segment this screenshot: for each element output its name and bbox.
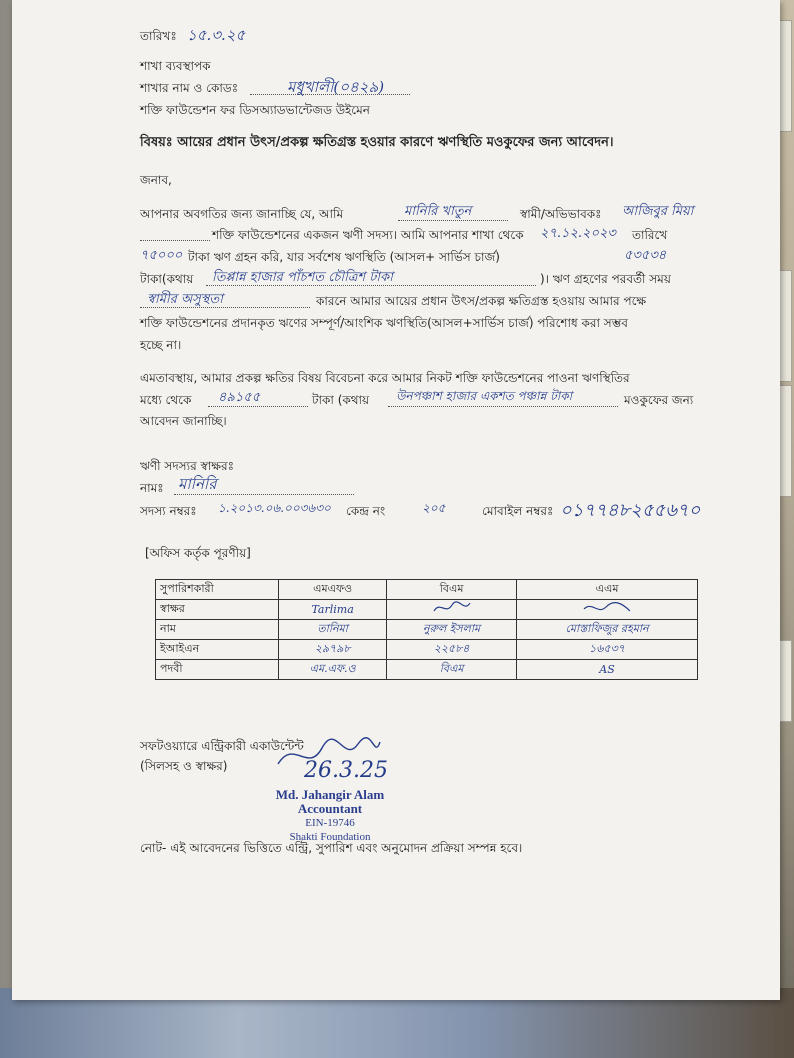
para1-line4a: টাকা(কথায় bbox=[140, 272, 194, 286]
recommendation-table bbox=[155, 579, 698, 680]
table-header-row bbox=[156, 580, 698, 600]
branch-value: মধুখালী(০৪২৯) bbox=[287, 78, 385, 96]
table-cell: Tarlima bbox=[279, 600, 387, 620]
member-no-value: ১.২০১৩.০৬.০০৩৬৩০ bbox=[218, 501, 331, 515]
table-cell: বিএম bbox=[387, 660, 517, 680]
table-cell: ২২৫৮৪ bbox=[387, 640, 517, 660]
member-sign-label: ঋণী সদস্যর স্বাক্ষরঃ bbox=[140, 459, 234, 473]
para2-line3: আবেদন জানাচ্ছি। bbox=[140, 414, 227, 428]
loan-amount-value: ৭৫০০০ bbox=[140, 248, 183, 263]
signature-mark bbox=[432, 601, 472, 615]
seal-label: (সিলসহ ও স্বাক্ষর) bbox=[140, 759, 228, 773]
para1-line1b: স্বামী/অভিভাবকঃ bbox=[520, 207, 602, 221]
table-row bbox=[156, 640, 698, 660]
para1-line5b: কারনে আমার আয়ের প্রধান উৎস/প্রকল্প ক্ষতিগ্রস্ত হওয়ায় আমার পক্ষে bbox=[316, 294, 647, 308]
para2-line2c: মওকুফের জন্য bbox=[624, 393, 694, 407]
balance-words-value: তিপ্পান্ন হাজার পাঁচশত চৌত্রিশ টাকা bbox=[212, 270, 393, 285]
signature-mark bbox=[582, 601, 632, 615]
loan-date-value: ২৭.১২.২০২৩ bbox=[540, 226, 616, 241]
para2-line2b: টাকা (কথায় bbox=[312, 393, 370, 407]
table-cell: ১৬৫৩৭ bbox=[517, 640, 698, 660]
para1-line1a: আপনার অবগতির জন্য জানাচ্ছি যে, আমি bbox=[140, 207, 344, 221]
table-cell: এম.এফ.ও bbox=[279, 660, 387, 680]
para1-line2a: শক্তি ফাউন্ডেশনের একজন ঋণী সদস্য। আমি আপনার শাখা থেকে bbox=[212, 228, 524, 242]
table-cell: AS bbox=[517, 660, 698, 680]
guardian-value: আজিবুর মিয়া bbox=[622, 204, 694, 219]
org-name: শক্তি ফাউন্ডেশন ফর ডিসঅ্যাডভান্টেজড উইমেন bbox=[140, 103, 370, 117]
accountant-stamp bbox=[255, 788, 405, 844]
para1-line4b: )। ঋণ গ্রহণের পরবর্তী সময় bbox=[540, 272, 671, 286]
row-label: নাম bbox=[156, 620, 279, 640]
office-fill-label: [অফিস কর্তৃক পূরণীয়] bbox=[145, 546, 251, 560]
stamp-ein: EIN-19746 bbox=[305, 817, 355, 829]
name-label: নামঃ bbox=[140, 481, 164, 495]
software-entry-label: সফটওয়্যারে এন্ট্রিকারী একাউন্টেন্ট bbox=[140, 739, 304, 753]
para2-line2a: মধ্যে থেকে bbox=[140, 393, 192, 407]
table-cell-signature bbox=[387, 600, 517, 620]
application-form bbox=[12, 0, 780, 1000]
table-cell: তানিমা bbox=[279, 620, 387, 640]
subject: বিষয়ঃ আয়ের প্রধান উৎস/প্রকল্প ক্ষতিগ্রস্ত হওয়ার কারণে ঋণস্থিতি মওকুফের জন্য আবেদন। bbox=[140, 135, 614, 150]
branch-manager: শাখা ব্যবস্থাপক bbox=[140, 59, 211, 73]
member-name-value: মানিরি খাতুন bbox=[404, 204, 472, 219]
stamp-name: Md. Jahangir Alam bbox=[275, 787, 385, 802]
table-row bbox=[156, 660, 698, 680]
table-header: বিএম bbox=[387, 580, 517, 600]
stamp-title: Accountant bbox=[297, 801, 363, 816]
table-row bbox=[156, 600, 698, 620]
reason-value: স্বামীর অসুস্থতা bbox=[147, 292, 223, 307]
table-cell-signature bbox=[517, 600, 698, 620]
table-cell: মোস্তাফিজুর রহমান bbox=[517, 620, 698, 640]
waive-words-value: উনপঞ্চাশ হাজার একশত পঞ্চান্ন টাকা bbox=[396, 389, 573, 403]
para1-line3a: টাকা ঋণ গ্রহন করি, যার সর্বশেষ ঋণস্থিতি (আসল+ সার্ভিস চার্জ) bbox=[188, 250, 500, 264]
salutation: জনাব, bbox=[140, 173, 172, 187]
stamp-org: Shakti Foundation bbox=[289, 831, 371, 843]
para1-line6: শক্তি ফাউন্ডেশনের প্রদানকৃত ঋণের সম্পূর্ণ/আংশিক ঋণস্থিতি(আসল+সার্ভিস চার্জ) পরিশোধ করা সম্ভব bbox=[140, 316, 628, 330]
table-cell: নুরুল ইসলাম bbox=[387, 620, 517, 640]
table-header: এএম bbox=[517, 580, 698, 600]
row-label: স্বাক্ষর bbox=[156, 600, 279, 620]
row-label: পদবী bbox=[156, 660, 279, 680]
row-label: ইআইএন bbox=[156, 640, 279, 660]
sign-date-value: 26.3.25 bbox=[304, 758, 388, 783]
member-no-label: সদস্য নম্বরঃ bbox=[140, 504, 197, 518]
balance-value: ৫৩৫৩৪ bbox=[624, 248, 667, 263]
para1-line7: হচ্ছে না। bbox=[140, 338, 182, 352]
table-header: এমএফও bbox=[279, 580, 387, 600]
para1-line2b: তারিখে bbox=[632, 228, 668, 242]
note: নোট- এই আবেদনের ভিত্তিতে এন্ট্রি, সুপারিশ এবং অনুমোদন প্রক্রিয়া সম্পন্ন হবে। bbox=[140, 841, 523, 855]
date-label: তারিখঃ bbox=[140, 29, 177, 43]
table-header: সুপারিশকারী bbox=[156, 580, 279, 600]
center-no-value: ২০৫ bbox=[422, 501, 446, 515]
branch-label: শাখার নাম ও কোডঃ bbox=[140, 81, 239, 95]
table-row bbox=[156, 620, 698, 640]
para2-line1: এমতাবস্থায়, আমার প্রকল্প ক্ষতির বিষয় বিবেচনা করে আমার নিকট শক্তি ফাউন্ডেশনের পাওনা ঋণস্থিতির bbox=[140, 371, 630, 385]
name-value: মানিরি bbox=[178, 475, 217, 493]
dots bbox=[140, 240, 210, 241]
mobile-label: মোবাইল নম্বরঃ bbox=[482, 504, 554, 518]
waive-amount-value: ৪৯১৫৫ bbox=[218, 390, 261, 405]
table-cell: ২৯৭৯৮ bbox=[279, 640, 387, 660]
date-value: ১৫.৩.২৫ bbox=[187, 26, 246, 44]
mobile-no-value: ০১৭৭৪৮২৫৫৬৭০ bbox=[560, 500, 701, 521]
center-label: কেন্দ্র নং bbox=[346, 504, 386, 518]
